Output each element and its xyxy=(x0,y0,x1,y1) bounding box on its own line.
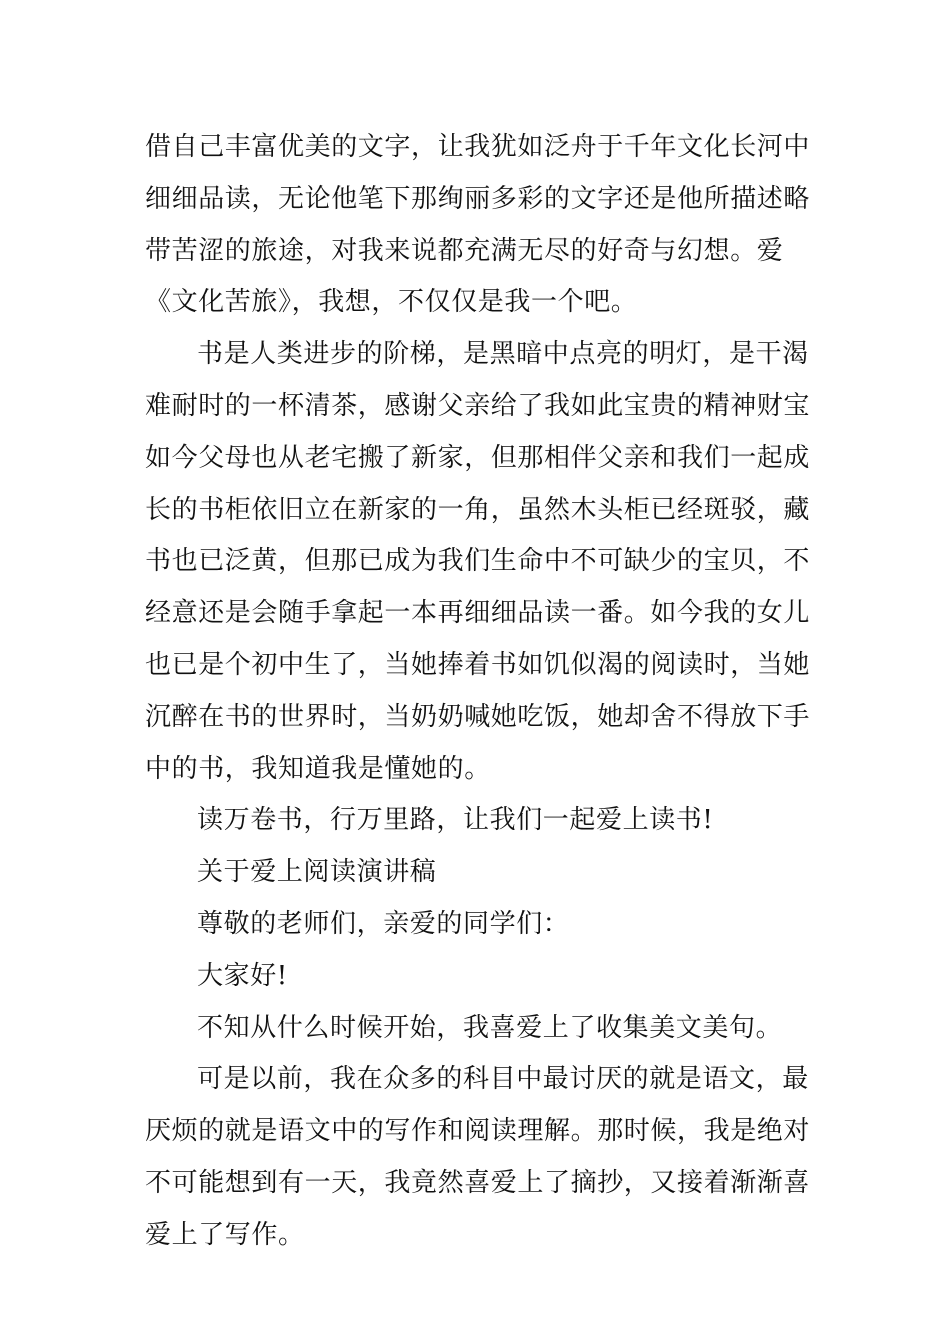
paragraph-start-line: 书是人类进步的阶梯，是黑暗中点亮的明灯，是干渴 xyxy=(197,339,809,370)
text-line: 书也已泛黄，但那已成为我们生命中不可缺少的宝贝，不 xyxy=(145,546,811,577)
text-line: 细细品读，无论他笔下那绚丽多彩的文字还是他所描述略 xyxy=(145,183,811,214)
text-line: 长的书柜依旧立在新家的一角，虽然木头柜已经斑驳，藏 xyxy=(145,494,811,525)
text-line: 如今父母也从老宅搬了新家，但那相伴父亲和我们一起成 xyxy=(145,442,811,473)
text-line: 爱上了写作。 xyxy=(145,1219,305,1250)
salutation-line: 尊敬的老师们，亲爱的同学们： xyxy=(197,908,570,939)
greeting-line: 大家好! xyxy=(197,960,288,991)
text-line: 《文化苦旅》，我想，不仅仅是我一个吧。 xyxy=(145,287,638,318)
text-line: 中的书，我知道我是懂她的。 xyxy=(145,753,491,784)
text-line: 难耐时的一杯清茶，感谢父亲给了我如此宝贵的精神财宝 xyxy=(145,390,811,421)
text-line: 厌烦的就是语文中的写作和阅读理解。那时候，我是绝对 xyxy=(145,1116,811,1147)
paragraph-start-line: 可是以前，我在众多的科目中最讨厌的就是语文，最 xyxy=(197,1064,809,1095)
paragraph-start-line: 读万卷书，行万里路，让我们一起爱上读书! xyxy=(197,805,714,836)
paragraph-start-line: 不知从什么时候开始，我喜爱上了收集美文美句。 xyxy=(197,1012,783,1043)
speech-title: 关于爱上阅读演讲稿 xyxy=(197,857,437,888)
text-line: 不可能想到有一天，我竟然喜爱上了摘抄，又接着渐渐喜 xyxy=(145,1167,811,1198)
text-line: 带苦涩的旅途，对我来说都充满无尽的好奇与幻想。爱 xyxy=(145,235,784,266)
text-line: 沉醉在书的世界时，当奶奶喊她吃饭，她却舍不得放下手 xyxy=(145,701,811,732)
document-body xyxy=(145,122,811,1262)
text-line: 借自己丰富优美的文字，让我犹如泛舟于千年文化长河中 xyxy=(145,132,811,162)
text-line: 经意还是会随手拿起一本再细细品读一番。如今我的女儿 xyxy=(145,598,811,629)
text-line: 也已是个初中生了，当她捧着书如饥似渴的阅读时，当她 xyxy=(145,649,811,680)
